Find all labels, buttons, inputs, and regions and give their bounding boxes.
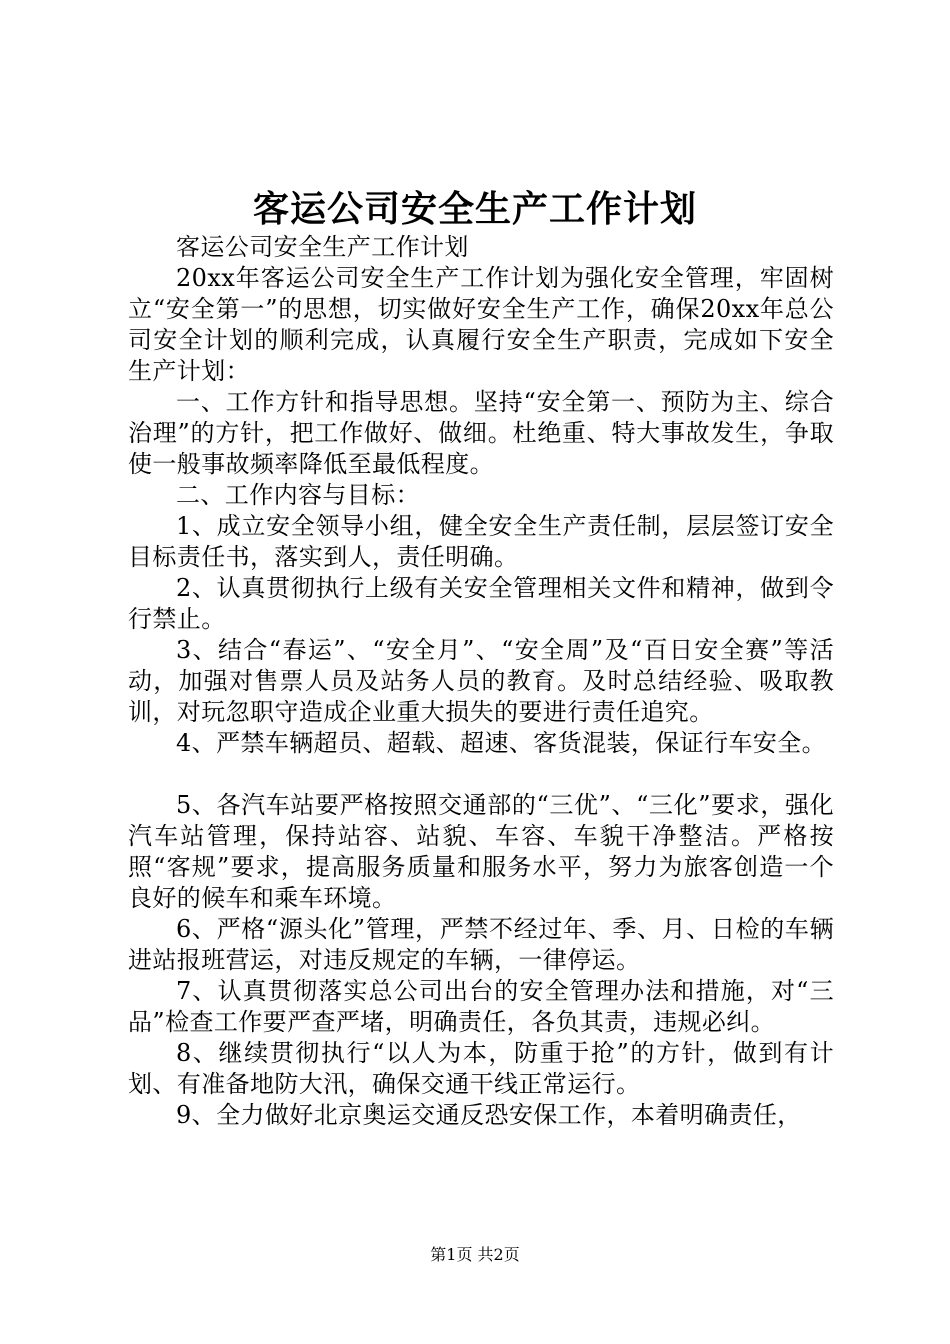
paragraph-item-7: 7、认真贯彻落实总公司出台的安全管理办法和措施，对“三品”检查工作要严查严堵，明确责任，各负其责，违规必纠。	[128, 977, 834, 1036]
paragraph-section-2: 二、工作内容与目标：	[176, 481, 420, 509]
paragraph-item-5: 5、各汽车站要严格按照交通部的“三优”、“三化”要求，强化汽车站管理，保持站容、站貌、车容、车貌干净整洁。严格按照“客规”要求，提高服务质量和服务水平，努力为旅客创造一个良好的候车和乘车环境。	[128, 791, 834, 912]
paragraph-subtitle: 客运公司安全生产工作计划	[176, 233, 469, 261]
paragraph-item-3: 3、结合“春运”、“安全月”、“安全周”及“百日安全赛”等活动，加强对售票人员及站务人员的教育。及时总结经验、吸取教训，对玩忽职守造成企业重大损失的要进行责任追究。	[128, 636, 834, 726]
paragraph-item-4: 4、严禁车辆超员、超载、超速、客货混装，保证行车安全。	[176, 729, 827, 757]
paragraph-item-2: 2、认真贯彻执行上级有关安全管理相关文件和精神，做到令行禁止。	[128, 574, 834, 633]
paragraph-item-9: 9、全力做好北京奥运交通反恐安保工作，本着明确责任，	[176, 1101, 802, 1129]
document-body	[128, 232, 834, 1131]
paragraph-item-6: 6、严格“源头化”管理，严禁不经过年、季、月、日检的车辆进站报班营运，对违反规定的车辆，一律停运。	[128, 915, 834, 974]
page-number-footer: 第1页 共2页	[430, 1245, 520, 1264]
paragraph-item-1: 1、成立安全领导小组，健全安全生产责任制，层层签订安全目标责任书，落实到人，责任明确。	[128, 512, 834, 571]
paragraph-section-1: 一、工作方针和指导思想。坚持“安全第一、预防为主、综合治理”的方针，把工作做好、做细。杜绝重、特大事故发生，争取使一般事故频率降低至最低程度。	[128, 388, 834, 478]
paragraph-item-8: 8、继续贯彻执行“以人为本，防重于抢”的方针，做到有计划、有准备地防大汛，确保交通干线正常运行。	[128, 1039, 834, 1098]
paragraph-intro: 20xx年客运公司安全生产工作计划为强化安全管理，牢固树立“安全第一”的思想，切实做好安全生产工作，确保20xx年总公司安全计划的顺利完成，认真履行安全生产职责，完成如下安全生产计划：	[128, 264, 834, 385]
document-title: 客运公司安全生产工作计划	[252, 188, 697, 230]
